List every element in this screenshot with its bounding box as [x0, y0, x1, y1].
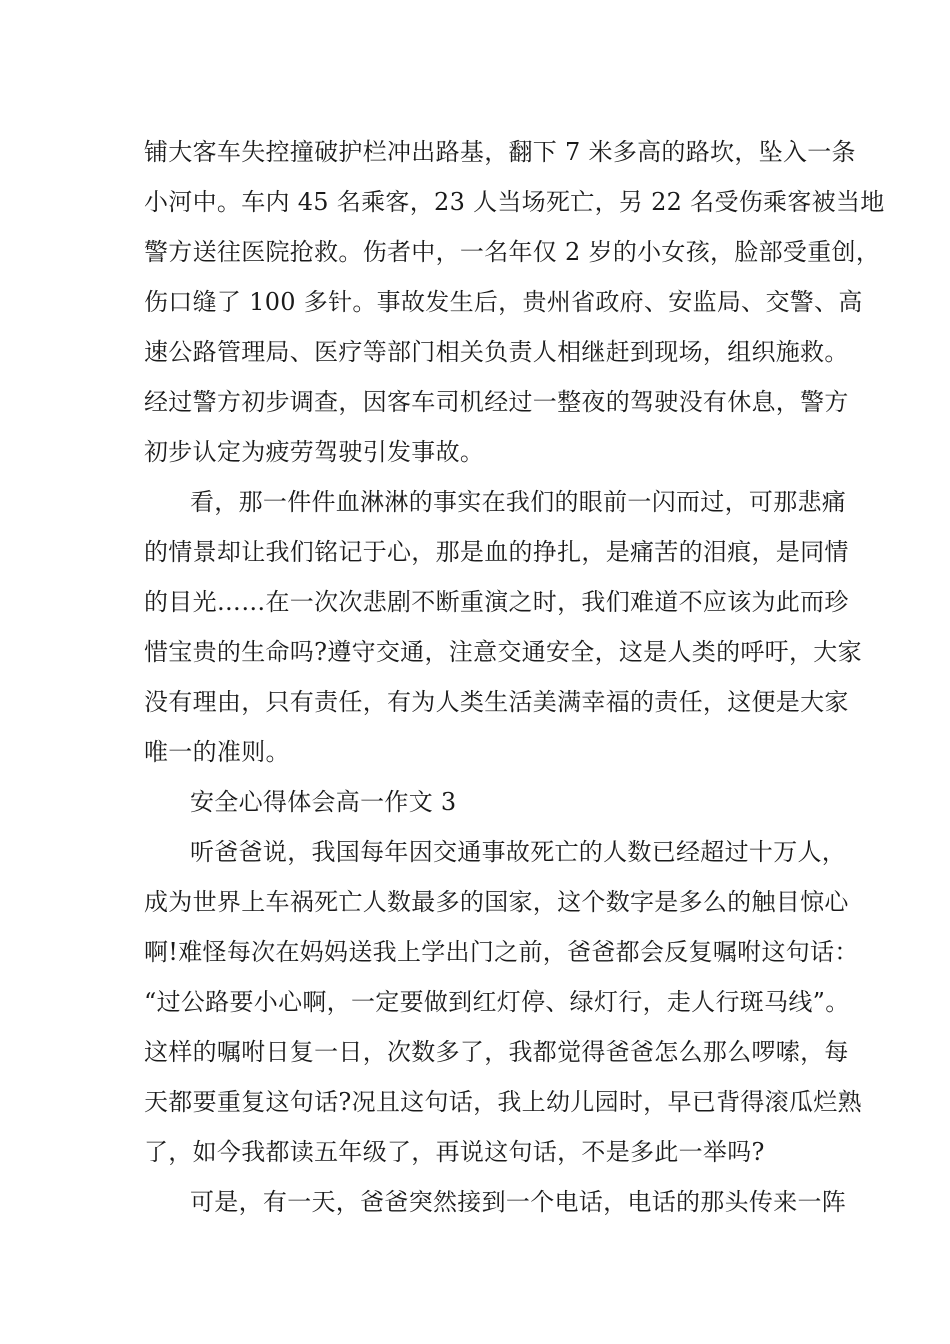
- paragraph-line: 经过警方初步调查，因客车司机经过一整夜的驾驶没有休息，警方: [144, 388, 849, 416]
- paragraph-line: 看，那一件件血淋淋的事实在我们的眼前一闪而过，可那悲痛: [190, 488, 847, 516]
- paragraph-line: 小河中。车内 45 名乘客，23 人当场死亡，另 22 名受伤乘客被当地: [144, 188, 885, 216]
- paragraph-line: 唯一的准则。: [144, 738, 290, 766]
- paragraph-line: 啊!难怪每次在妈妈送我上学出门之前，爸爸都会反复嘱咐这句话：: [144, 938, 859, 966]
- paragraph-line: 天都要重复这句话?况且这句话，我上幼儿园时，早已背得滚瓜烂熟: [144, 1088, 862, 1116]
- paragraph-line: 了，如今我都读五年级了，再说这句话，不是多此一举吗?: [144, 1138, 765, 1166]
- paragraph-line: 的情景却让我们铭记于心，那是血的挣扎，是痛苦的泪痕，是同情: [144, 538, 849, 566]
- paragraph-line: 没有理由，只有责任，有为人类生活美满幸福的责任，这便是大家: [144, 688, 849, 716]
- paragraph-line: 这样的嘱咐日复一日，次数多了，我都觉得爸爸怎么那么啰嗦，每: [144, 1038, 849, 1066]
- paragraph-line: 成为世界上车祸死亡人数最多的国家，这个数字是多么的触目惊心: [144, 888, 849, 916]
- paragraph-line: 的目光……在一次次悲剧不断重演之时，我们难道不应该为此而珍: [144, 588, 849, 616]
- paragraph-line: 可是，有一天，爸爸突然接到一个电话，电话的那头传来一阵: [190, 1188, 847, 1216]
- paragraph-line: 速公路管理局、医疗等部门相关负责人相继赶到现场，组织施救。: [144, 338, 849, 366]
- section-heading: 安全心得体会高一作文 3: [190, 788, 457, 816]
- paragraph-line: 伤口缝了 100 多针。事故发生后，贵州省政府、安监局、交警、高: [144, 288, 863, 316]
- paragraph-line: 警方送往医院抢救。伤者中，一名年仅 2 岁的小女孩，脸部受重创，: [144, 238, 881, 266]
- paragraph-line: 初步认定为疲劳驾驶引发事故。: [144, 438, 485, 466]
- paragraph-line: 铺大客车失控撞破护栏冲出路基，翻下 7 米多高的路坎，坠入一条: [144, 138, 856, 166]
- paragraph-line: 听爸爸说，我国每年因交通事故死亡的人数已经超过十万人，: [190, 838, 847, 866]
- paragraph-line: 惜宝贵的生命吗?遵守交通，注意交通安全，这是人类的呼吁，大家: [144, 638, 862, 666]
- paragraph-line: “过公路要小心啊，一定要做到红灯停、绿灯行，走人行斑马线”。: [144, 988, 850, 1016]
